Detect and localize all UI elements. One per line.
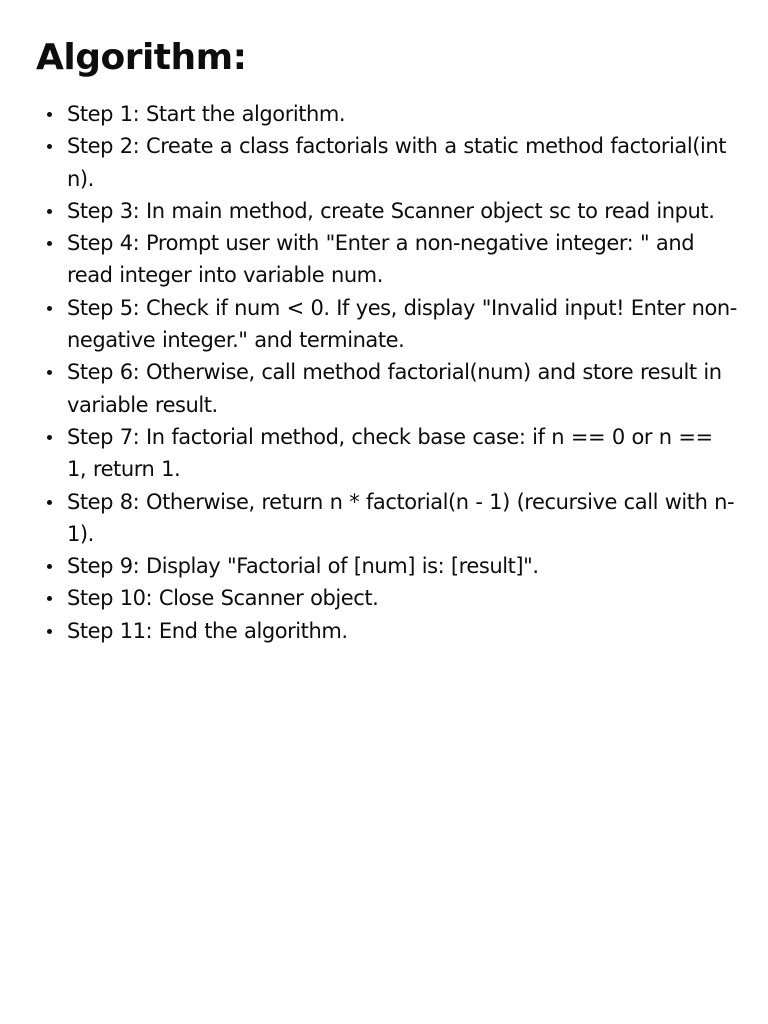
step-text: Step 10: Close Scanner object.	[67, 586, 379, 611]
step-text: Step 3: In main method, create Scanner object sc to read input.	[67, 198, 715, 223]
step-item	[36, 486, 738, 551]
bullet-icon	[47, 306, 52, 311]
bullet-icon	[47, 564, 52, 569]
bullet-icon	[47, 241, 52, 246]
step-item	[36, 98, 738, 130]
step-item	[36, 292, 738, 357]
step-text: Step 7: In factorial method, check base case: if n == 0 or n == 1, return 1.	[67, 424, 713, 482]
step-item	[36, 421, 738, 486]
bullet-icon	[47, 596, 52, 601]
bullet-icon	[47, 629, 52, 634]
step-item	[36, 615, 738, 647]
bullet-icon	[47, 500, 52, 505]
step-item	[36, 550, 738, 582]
step-item	[36, 195, 738, 227]
step-text: Step 11: End the algorithm.	[67, 618, 348, 643]
step-text: Step 4: Prompt user with "Enter a non-negative integer: " and read integer into variable num.	[67, 231, 695, 288]
step-item	[36, 582, 738, 614]
page-title: Algorithm:	[36, 37, 247, 78]
bullet-icon	[47, 112, 52, 117]
step-item	[36, 130, 738, 195]
step-text: Step 1: Start the algorithm.	[67, 102, 346, 126]
step-text: Step 5: Check if num < 0. If yes, display "Invalid input! Enter non-negative integer." and terminate.	[67, 295, 737, 353]
step-text: Step 6: Otherwise, call method factorial(num) and store result in variable result.	[67, 360, 722, 417]
bullet-icon	[47, 370, 52, 375]
bullet-icon	[47, 144, 52, 149]
step-item	[36, 356, 738, 421]
algorithm-step-list	[36, 98, 738, 647]
step-text: Step 9: Display "Factorial of [num] is: [result]".	[67, 554, 539, 579]
bullet-icon	[47, 435, 52, 440]
step-text: Step 2: Create a class factorials with a static method factorial(int n).	[67, 134, 726, 191]
step-text: Step 8: Otherwise, return n * factorial(n - 1) (recursive call with n-1).	[67, 489, 735, 546]
step-item	[36, 227, 738, 292]
bullet-icon	[47, 209, 52, 214]
